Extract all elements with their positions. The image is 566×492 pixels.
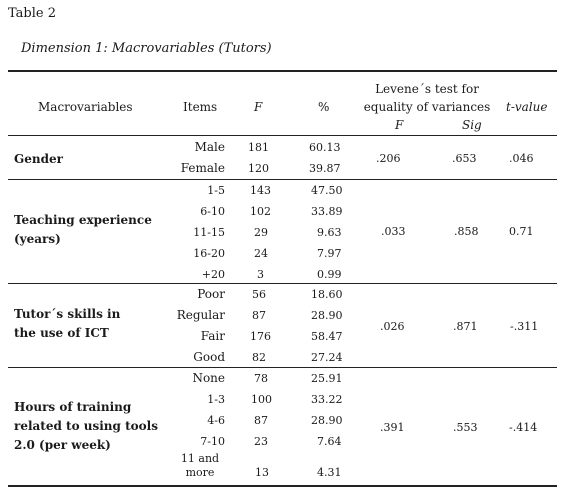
item-label: +20 — [201, 268, 225, 281]
header-f-count: F — [254, 100, 263, 114]
item-label: 11-15 — [193, 226, 225, 239]
sig-value: .553 — [453, 421, 478, 434]
percent-value: 28.90 — [311, 309, 343, 322]
group-rule — [8, 367, 557, 368]
header-levene-line1: Levene´s test for — [375, 82, 479, 96]
t-value: .046 — [509, 152, 534, 165]
f-count: 143 — [250, 184, 271, 197]
item-label: 4-6 — [207, 414, 225, 427]
item-label: Male — [194, 140, 225, 154]
sig-value: .653 — [452, 152, 477, 165]
percent-value: 7.97 — [317, 247, 342, 260]
f-count: 176 — [250, 330, 271, 343]
percent-value: 33.89 — [311, 205, 343, 218]
item-label: 6-10 — [200, 205, 225, 218]
t-value: 0.71 — [509, 225, 534, 238]
levene-f-value: .026 — [380, 320, 405, 333]
f-count: 100 — [251, 393, 272, 406]
percent-value: 27.24 — [311, 351, 343, 364]
group-rule — [8, 283, 557, 284]
f-count: 82 — [252, 351, 266, 364]
group-label: Gender — [14, 152, 63, 166]
header-percent: % — [318, 100, 330, 114]
percent-value: 33.22 — [311, 393, 343, 406]
group-label: Tutor´s skills in the use of ICT — [14, 307, 121, 340]
percent-value: 18.60 — [311, 288, 343, 301]
f-count: 24 — [254, 247, 268, 260]
f-count: 23 — [254, 435, 268, 448]
f-count: 29 — [254, 226, 268, 239]
f-count: 13 — [255, 466, 269, 479]
percent-value: 60.13 — [309, 141, 341, 154]
item-label: 16-20 — [193, 247, 225, 260]
item-label: 7-10 — [200, 435, 225, 448]
group-rule — [8, 179, 557, 180]
table-caption: Table 2 — [8, 6, 56, 21]
sig-value: .871 — [453, 320, 478, 333]
t-value: -.311 — [510, 320, 539, 333]
item-label: Female — [180, 161, 225, 175]
table-title: Dimension 1: Macrovariables (Tutors) — [21, 41, 272, 56]
f-count: 78 — [254, 372, 268, 385]
f-count: 102 — [250, 205, 271, 218]
item-label: Good — [193, 350, 225, 364]
header-levene-sig: Sig — [462, 118, 482, 132]
item-label: Regular — [176, 308, 225, 322]
header-t-value: t-value — [506, 100, 548, 114]
sig-value: .858 — [454, 225, 479, 238]
header-levene-line2: equality of variances — [363, 100, 491, 114]
table-top-rule — [8, 70, 557, 72]
group-label: Hours of training related to using tools 2.0 (per week) — [14, 400, 158, 452]
percent-value: 58.47 — [311, 330, 343, 343]
item-label: Poor — [197, 287, 225, 301]
header-rule — [8, 135, 557, 136]
f-count: 87 — [252, 309, 266, 322]
item-label: Fair — [200, 329, 225, 343]
f-count: 181 — [248, 141, 269, 154]
levene-f-value: .206 — [376, 152, 401, 165]
percent-value: 25.91 — [311, 372, 343, 385]
percent-value: 39.87 — [309, 162, 341, 175]
item-label: 11 and more — [180, 452, 220, 479]
table-bottom-rule — [8, 485, 557, 487]
item-label: 1-5 — [207, 184, 225, 197]
f-count: 3 — [257, 268, 264, 281]
levene-f-value: .033 — [381, 225, 406, 238]
t-value: -.414 — [509, 421, 538, 434]
percent-value: 7.64 — [317, 435, 342, 448]
percent-value: 0.99 — [317, 268, 342, 281]
percent-value: 28.90 — [311, 414, 343, 427]
percent-value: 4.31 — [317, 466, 342, 479]
header-levene-f: F — [395, 118, 404, 132]
header-items: Items — [183, 100, 218, 114]
item-label: None — [192, 371, 225, 385]
f-count: 87 — [254, 414, 268, 427]
percent-value: 9.63 — [317, 226, 342, 239]
percent-value: 47.50 — [311, 184, 343, 197]
item-label: 1-3 — [207, 393, 225, 406]
group-label: Teaching experience (years) — [14, 213, 152, 246]
f-count: 56 — [252, 288, 266, 301]
levene-f-value: .391 — [380, 421, 405, 434]
header-macrovariables: Macrovariables — [38, 100, 133, 114]
f-count: 120 — [248, 162, 269, 175]
